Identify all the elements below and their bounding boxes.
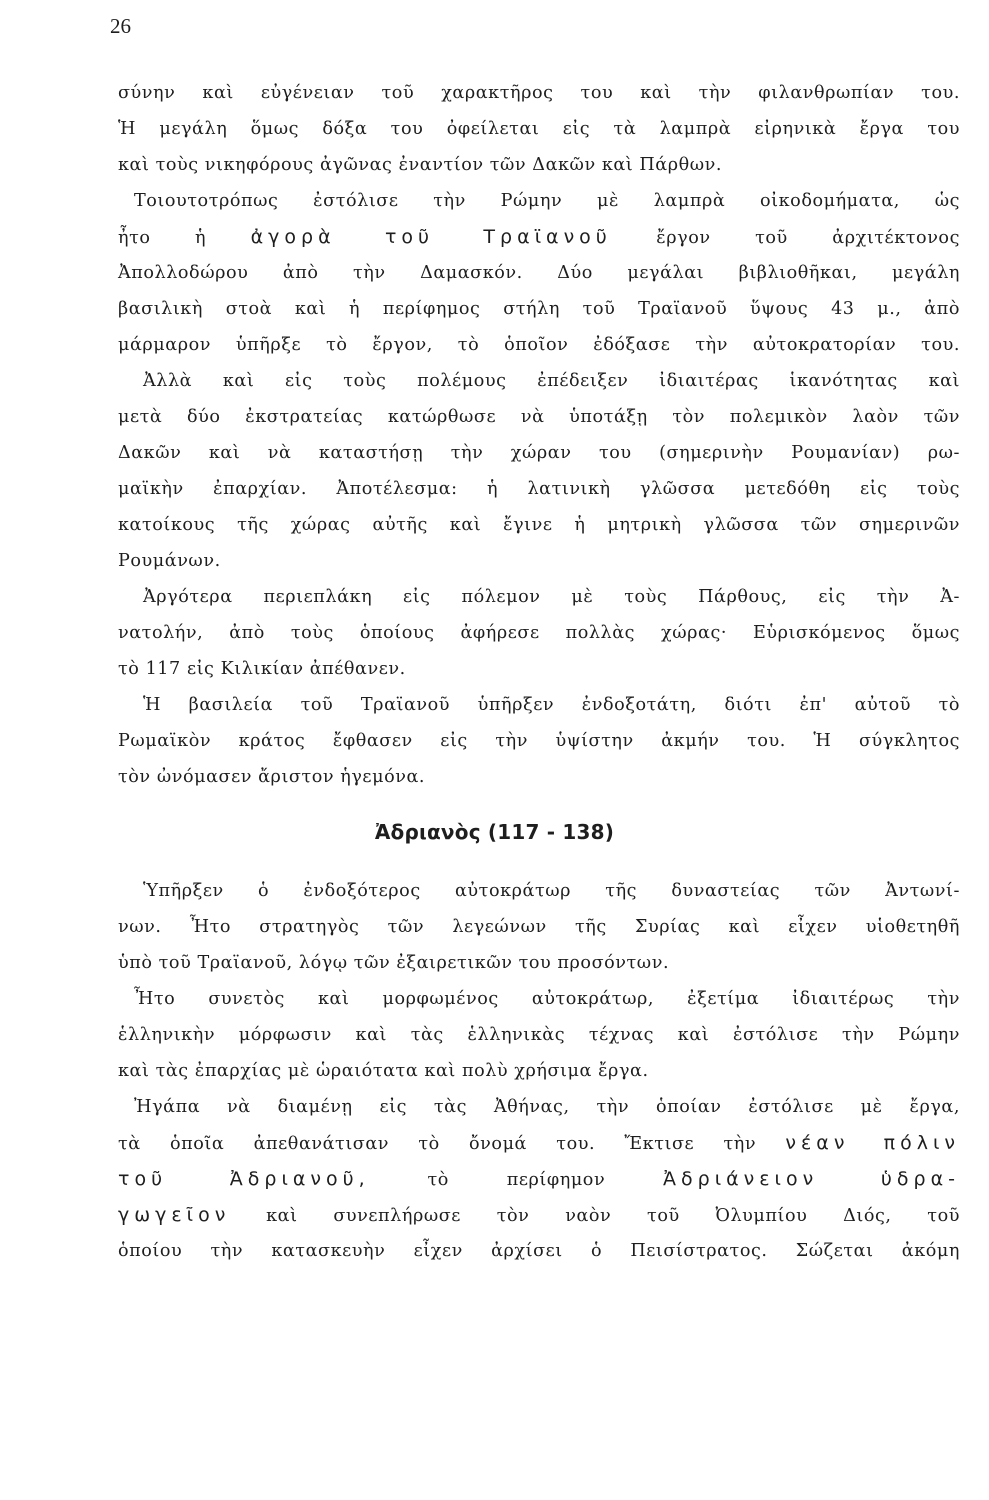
paragraph-start: Ἀλλὰ καὶ εἰς τοὺς πολέμους ἐπέδειξεν ἰδιαιτέρας ἱκανότητας καὶ <box>143 371 960 391</box>
text-line: βασιλικὴ στοὰ καὶ ἡ περίφημος στήλη τοῦ Τραϊανοῦ ὕψους 43 μ., ἀπὸ <box>118 299 960 319</box>
text-line: καὶ τὰς ἐπαρχίας μὲ ὡραιότατα καὶ πολὺ χρήσιμα ἔργα. <box>118 1061 649 1081</box>
text-line: τὸ 117 εἰς Κιλικίαν ἀπέθανεν. <box>118 659 406 679</box>
text-line <box>118 1132 960 1156</box>
paragraph-start: Τοιουτοτρόπως ἐστόλισε τὴν Ρώμην μὲ λαμπρὰ οἰκοδομήματα, ὡς <box>134 191 960 211</box>
text-line: ὁποίου τὴν κατασκευὴν εἶχεν ἀρχίσει ὁ Πεισίστρατος. Σώζεται ἀκόμη <box>118 1241 960 1261</box>
paragraph-start: Ἀργότερα περιεπλάκη εἰς πόλεμον μὲ τοὺς Πάρθους, εἰς τὴν Ἀ- <box>143 587 960 607</box>
spaced-emphasis: ἀγορὰ τοῦ Τραϊανοῦ <box>250 226 612 248</box>
text-line: νατολήν, ἀπὸ τοὺς ὁποίους ἀφήρεσε πολλὰς χώρας· Εὑρισκόμενος ὅμως <box>118 623 960 643</box>
text-line: μάρμαρον ὑπῆρξε τὸ ἔργον, τὸ ὁποῖον ἐδόξασε τὴν αὐτοκρατορίαν του. <box>118 335 960 355</box>
paragraph-start: Ἠγάπα νὰ διαμένῃ εἰς τὰς Ἀθήνας, τὴν ὁποίαν ἐστόλισε μὲ ἔργα, <box>134 1097 960 1117</box>
text-line: τὸν ὠνόμασεν ἄριστον ἡγεμόνα. <box>118 767 426 787</box>
text-line: μετὰ δύο ἐκστρατείας κατώρθωσε νὰ ὑποτάξῃ τὸν πολεμικὸν λαὸν τῶν <box>118 407 960 427</box>
text-line: Ρουμάνων. <box>118 551 221 571</box>
text-line: ὑπὸ τοῦ Τραϊανοῦ, λόγῳ τῶν ἐξαιρετικῶν του προσόντων. <box>118 953 670 973</box>
paragraph-start: Ἡ βασιλεία τοῦ Τραϊανοῦ ὑπῆρξεν ἐνδοξοτάτη, διότι ἐπ' αὐτοῦ τὸ <box>143 695 960 715</box>
text-line: νων. Ἦτο στρατηγὸς τῶν λεγεώνων τῆς Συρίας καὶ εἶχεν υἱοθετηθῆ <box>118 917 960 937</box>
text-line: Δακῶν καὶ νὰ καταστήσῃ τὴν χώραν του (σημερινὴν Ρουμανίαν) ρω- <box>118 443 960 463</box>
text-run: τὰ ὁποῖα ἀπεθανάτισαν τὸ ὄνομά του. Ἔκτισε τὴν <box>118 1134 757 1154</box>
text-line: κατοίκους τῆς χώρας αὐτῆς καὶ ἔγινε ἡ μητρικὴ γλῶσσα τῶν σημερινῶν <box>118 515 960 535</box>
text-line: σύνην καὶ εὐγένειαν τοῦ χαρακτῆρος του καὶ τὴν φιλανθρωπίαν του. <box>118 83 960 103</box>
text-run: τὸ περίφημον <box>427 1170 606 1190</box>
text-run: ἦτο ἡ <box>118 228 207 248</box>
text-run: καὶ συνεπλήρωσε τὸν ναὸν τοῦ Ὀλυμπίου Διός, τοῦ <box>266 1206 960 1226</box>
section-heading: Ἀδριανὸς (117 - 138) <box>374 820 615 844</box>
text-line: Ἡ μεγάλη ὅμως δόξα του ὀφείλεται εἰς τὰ λαμπρὰ εἰρηνικὰ ἔργα του <box>118 119 960 139</box>
spaced-emphasis: Ἀδριάνειον ὑδρα- <box>663 1168 960 1190</box>
text-line: Ἀπολλοδώρου ἀπὸ τὴν Δαμασκόν. Δύο μεγάλαι βιβλιοθῆκαι, μεγάλη <box>118 263 960 283</box>
text-line <box>118 1204 960 1228</box>
paragraph-start: Ἦτο συνετὸς καὶ μορφωμένος αὐτοκράτωρ, ἐξετίμα ἰδιαιτέρως τὴν <box>134 989 960 1009</box>
spaced-emphasis: τοῦ Ἀδριανοῦ, <box>118 1168 370 1190</box>
text-line <box>118 226 960 250</box>
text-line: ἑλληνικὴν μόρφωσιν καὶ τὰς ἑλληνικὰς τέχνας καὶ ἐστόλισε τὴν Ρώμην <box>118 1025 960 1045</box>
text-line: καὶ τοὺς νικηφόρους ἀγῶνας ἐναντίον τῶν Δακῶν καὶ Πάρθων. <box>118 155 723 175</box>
text-line: μαϊκὴν ἐπαρχίαν. Ἀποτέλεσμα: ἡ λατινικὴ γλῶσσα μετεδόθη εἰς τοὺς <box>118 479 960 499</box>
paragraph-start: Ὑπῆρξεν ὁ ἐνδοξότερος αὐτοκράτωρ τῆς δυναστείας τῶν Ἀντωνί- <box>143 881 960 901</box>
page-number: 26 <box>110 14 131 38</box>
text-line: Ρωμαϊκὸν κράτος ἔφθασεν εἰς τὴν ὑψίστην ἀκμήν του. Ἡ σύγκλητος <box>118 731 960 751</box>
spaced-emphasis: νέαν πόλιν <box>785 1132 960 1154</box>
text-line <box>118 1168 960 1192</box>
spaced-emphasis: γωγεῖον <box>118 1204 231 1226</box>
text-run: ἔργον τοῦ ἀρχιτέκτονος <box>656 228 960 248</box>
